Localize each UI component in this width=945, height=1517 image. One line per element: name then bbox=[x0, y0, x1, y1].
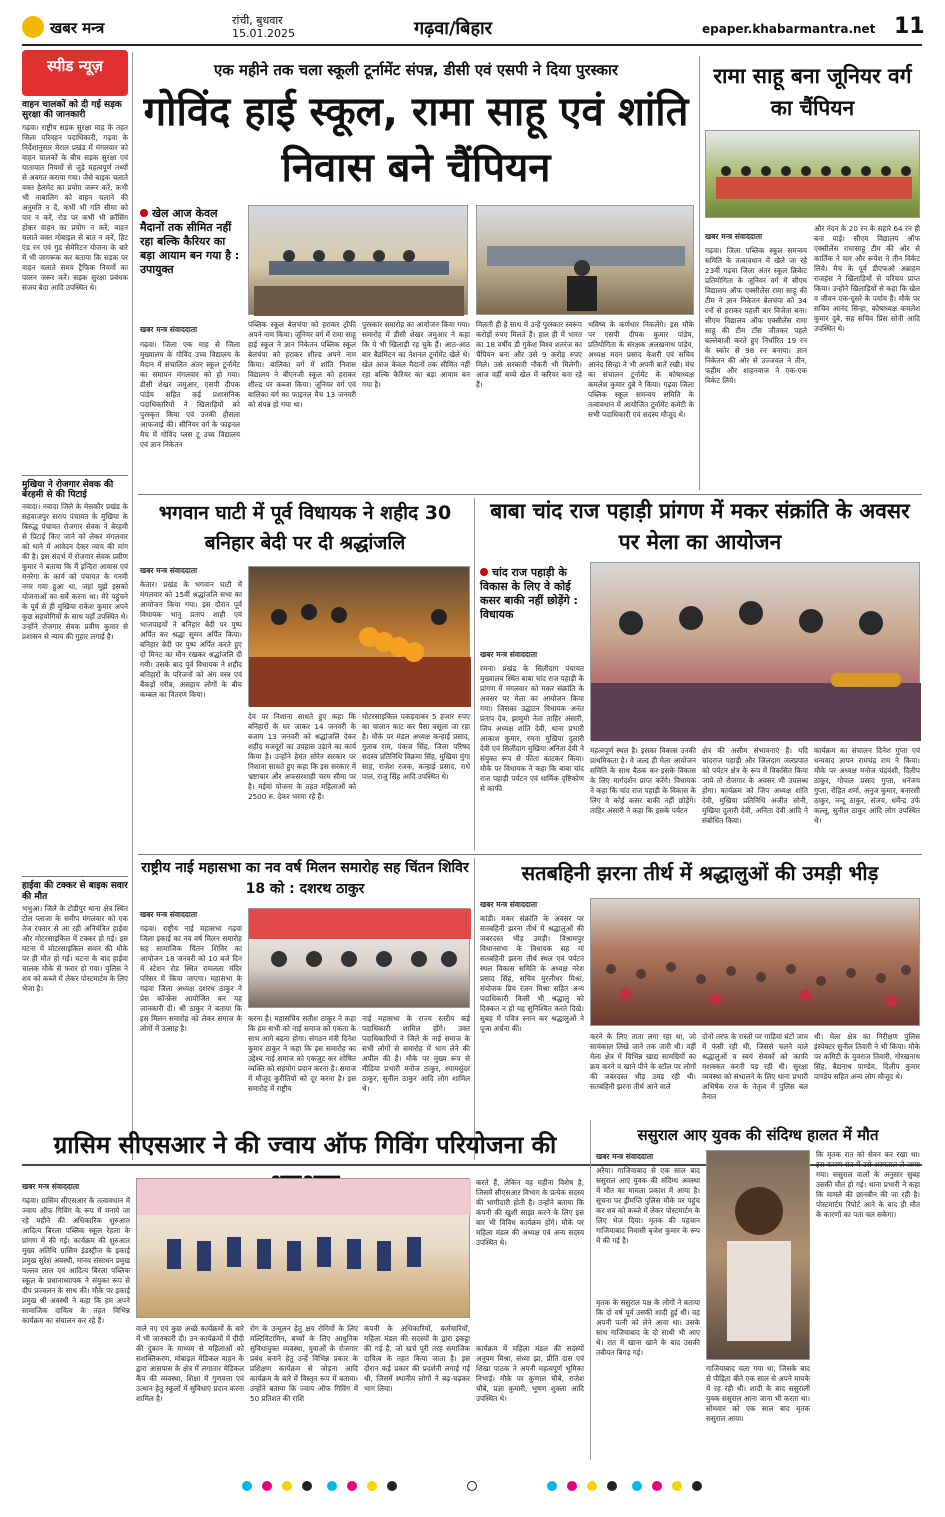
photo-players bbox=[476, 205, 694, 315]
photo-press-meet bbox=[248, 908, 470, 1008]
bhagwan-body: केतार। प्रखंड के भगवान घाटी में मंगलवार को 15वीं श्रद्धांजलि सभा का आयोजन किया गया। इस दौरान पूर्व विधायक भानु प्रताप शाही एवं भाजपाइयों ने बनिहार बेदी पर पुष्प अर्पित कर श्रद्धा सुमन अर्पित किया। बनिहार बेदी पर पुष्प अर्पित करते हुए दो मिनट का मौन रखकर श्रद्धांजलि दी गयी। उसके बाद पूर्व विधायक ने शहीद बनिहारों के परिजनों को अंग वस्त्र एवं बैंकड़ों गरीब, असहाय लोगों के बीच कम्बल का वितरण किया। bbox=[140, 580, 242, 699]
lead-body: पुरस्कार समारोह का आयोजन किया गया। समारोह में डीसी शेखर जमुआर ने कहा कि ये भी खिलाड़ी रह चुके हैं। आठ-आठ बार बैडमिंटन का नेशनल टूर्नामेंट खेले थे। खेल आज केवल मैदानों तक सीमित नहीं रहा बल्कि कैरियर का बड़ा आयाम बन गया है। bbox=[362, 320, 470, 389]
rama-body: और नंदन के 20 रन के सहारे 64 रन ही बना पाई। सीएम विद्यालय ऑफ एक्सीलेंस रामासाहू टीम की ओर से कार्तिक ने चार और रूपेश ने तीन विकेट लिये। मैच के पूर्व डीएफओ अब्राहम राजहंस ने खिलाड़ियों से परिचय प्राप्त किया। उन्होंने खिलाड़ियों से कहा कि खेल व जीवन एक-दूसरे के पर्याय हैं। मौके पर सचिव आनंद सिन्हा, कोषाध्यक्ष कमलेश कुमार दुबे, सह सचिव प्रिंस सोनी आदि उपस्थित थे। bbox=[814, 224, 921, 333]
photo-deceased bbox=[706, 1150, 810, 1360]
satbahini-headline: सतबहिनी झरना तीर्थ में श्रद्धालुओं की उमड़ी भीड़ bbox=[521, 861, 879, 885]
bhagwan-body: देव पर निशाना साधते हुए कहा कि बनिहारों के घर जाकर 14 जनवरी के बजाय 13 जनवरी को श्रद्धांजलि देकर शहीद मजदूरों का उपहास उड़ाने का कार्य किया है। उन्होंने हेमंत सोरेन सरकार पर निशाना साधते हुए कहा कि इस सरकार में भ्रष्टाचार और अफसरशाही चरम सीमा पर है। मईयां योजना के तहत महिलाओं को 2500 रु. देकर भरमा रहे हैं। bbox=[248, 712, 356, 801]
print-registration-marks bbox=[22, 1476, 922, 1496]
bhagwan-byline: खबर मन्त्र संवाददाता bbox=[140, 566, 198, 575]
rama-headline: रामा साहू बना जूनियर वर्ग का चैंपियन bbox=[713, 64, 912, 120]
sasural-body: अरैया। गाजियाबाद से एक साल बाद ससुराल आए युवक की संदिग्ध अवस्था में मौत का मामला प्रकाश में आया है। सूचना पर ड्रीमप्ति पुलिस मौके पर पहुंच कर शव को कब्जे में लेकर पोस्टमार्टम के लिए भेज दिया। मृतक की पहचान गाजियाबाद निवासी बृजेश कुमार के रूप में की गई है। bbox=[596, 1166, 700, 1245]
nai-body: नाई महासभा के राज्य स्तरीय कई पदाधिकारी शामिल होंगे। उक्त पदाधिकारियों ने जिले के नाई समाज के सभी लोगों से समारोह में भाग लेने की अपील की है। मौके पर मुख्य रूप से मीडिया प्रभारी मनोज ठाकुर, श्यामसुंदर ठाकुर, सुनील ठाकुर आदि लोग शामिल थे। bbox=[362, 1014, 470, 1093]
sasural-headline: ससुराल आए युवक की संदिग्ध हालत में मौत bbox=[637, 1126, 879, 1144]
photo-tribute bbox=[248, 566, 470, 706]
masthead bbox=[22, 10, 925, 46]
satbahini-body: कांडी। मकर संक्रांति के अवसर पर सतबहिनी झरना तीर्थ में श्रद्धालुओं की जबरदस्त भीड़ उमड़ी। विश्रामपुर विधानसभा के विधायक सह मां सतबहिनी झरना तीर्थ स्थल एवं पर्यटन स्थल विकास समिति के अध्यक्ष नरेश प्रसाद सिंह, सचिव मुरलीधर मिश्रा, संयोजक प्रिय रंजन मिश्रा सहित अन्य पदाधिकारी किसी भी श्रद्धालु को दिक्कत न हो यह सुनिश्चित करते दिखे। सुबह में पवित्र स्नान कर श्रद्धालुओं ने पूजा अर्चना की। bbox=[480, 914, 584, 1033]
lead-headline: गोविंद हाई स्कूल, रामा साहू एवं शांति निवास बने चैंपियन bbox=[143, 89, 689, 191]
lead-byline: खबर मन्त्र संवाददाता bbox=[140, 325, 198, 334]
grasim-body: कंपनी के अधिकारियों, कर्मचारियों, महिला मंडल की सदस्यों के द्वारा इकट्ठा की गई है, जो खर्च पूरी तरह समाजिक दायित्व के तहत किया जाता है। इस दौरान कई प्रकार की प्रदर्शनी लगाई गई थी, जिसमें स्थानीय लोगों ने बढ़-चढ़कर भाग लिया। bbox=[364, 1324, 470, 1393]
bullet-icon bbox=[140, 209, 148, 217]
baba-byline: खबर मन्त्र संवाददाता bbox=[480, 650, 538, 659]
satbahini-body: थी। मेला क्षेत्र का निरीक्षण पुलिस इंस्पेक्टर सुनील तिवारी ने भी किया। मौके पर कमिटी के युवराज तिवारी, गोरखनाथ सिंह, बैद्यनाथ पाण्डेय, दिलीप कुमार पाण्डेय सहित अन्य लोग मौजूद थे। bbox=[814, 1032, 920, 1081]
city-day: रांची, बुधवार bbox=[232, 14, 283, 27]
logo-icon bbox=[22, 16, 44, 38]
grasim-body: वाले नए एवं कुछ अच्छे कार्यक्रमों के बारे में भी जानकारी दी। उन कार्यक्रमों में दीदी की दुकान के माध्यम से महिलाओं को सशक्तिकरण, मोबाइल मेडिकल वाहन के द्वारा आसपास के क्षेत्र में लगातार मेडिकल कैंप की व्यवस्था, शिक्षा में गुणवत्ता एवं उत्थान हेतु स्कूलों में सुविधाएं प्रदान करना शामिल है। bbox=[136, 1324, 244, 1403]
lead-body: भविष्य के कर्णधार निकलेंगे। इस मौके पर एसपी दीपक कुमार पांडेय, प्रतियोगिता के संरक्षक अलखनाथ पांडेय, अध्यक्ष मदन प्रसाद केशरी एवं सचिव आनंद सिन्हा ने भी अपनी बातें रखी। मंच का संचालन टूर्नामेंट के कोषाध्यक्ष कमलेश कुमार दुबे ने किया। गढ़वा जिला पब्लिक स्कूल समन्वय समिति के तत्वावधान में आयोजित टूर्नामेंट कमेटी के सभी पदाधिकारी एवं सदस्य मौजूद थे। bbox=[588, 320, 694, 419]
lead-body: गढ़वा। जिला एक माह से जिला मुख्यालय के गोविंद उच्च विद्यालय के मैदान में संचालित अंतर स्कूल टूर्नामेंट का समापन मंगलवार को हो गया। डीसी शेखर जमुआर, एसपी दीपक पांडेय सहित कई प्रशासनिक पदाधिकारियों ने खिलाड़ियों को पुरस्कृत किया एवं उनकी हौसला आफजाई की। सीनियर वर्ग के फाइनल मैच में गोविंद प्लस टू उच्च विद्यालय एवं ज्ञान निकेतन bbox=[140, 340, 240, 449]
baba-pullquote: चांद राज पहाड़ी के विकास के लिए वे कोई कसर बाकी नहीं छोड़ेंगे : विधायक bbox=[480, 566, 578, 621]
baba-body: क्षेत्र की असीम संभावनाएं हैं। यदि चांदराज पहाड़ी और जिलदाग जलप्रपात को पर्यटन क्षेत्र के रूप में विकसित किया जाये तो रोजगार के अवसर भी उपलब्ध होगा। कार्यक्रम को जिप अध्यक्ष शांति देवी, मुखिया प्रतिनिधि अजीत सोनी, मुखिया दुलारी देवी, अनिता देवी आदि ने संबोधित किया। bbox=[702, 746, 808, 825]
lead-pullquote: खेल आज केवल मैदानों तक सीमित नहीं रहा बल्कि कैरियर का बड़ा आयाम बन गया है : उपायुक्त bbox=[140, 207, 240, 276]
grasim-body: गढ़वा। ग्रासिम सीएसआर के तत्वावधान में ज्वाय ऑफ गिविंग के रूप में मनाये जा रहे महीने की अधिकारिक शुरुआत आदित्य बिरला पब्लिक स्कूल रेहला के प्रांगण में की गई। कार्यक्रम की शुरुआत मुख्य अतिथि ग्रासिम इंडस्ट्रीज के इकाई प्रमुख सुरेश अवस्थी, मानव संसाधन प्रमुख पल्लव लाल एवं आदित्य बिरला पब्लिक स्कूल के प्रधानाध्यापक ने संयुक्त रूप से दीप प्रज्वलन के साथ की। मौके पर इकाई प्रमुख श्री अवस्थी ने कहा कि हम अपने सामाजिक दायित्व के तहत विभिन्न कार्यक्रम का संचालन कर रहे हैं। bbox=[22, 1196, 130, 1325]
speed-item-heading: वाहन चालकों को दी गई सड़क सुरक्षा की जानकारी bbox=[22, 100, 122, 121]
nai-headline: राष्ट्रीय नाई महासभा का नव वर्ष मिलन समारोह सह चिंतन शिविर 18 को : दशरथ ठाकुर bbox=[141, 860, 469, 897]
grasim-body: रोग के उन्मूलन हेतु क्षय रोगियों के लिए मल्टिविटामिन, बच्चों के लिए आधुनिक सुविधायुक्त व्यवस्था, युवाओं के रोजगार प्रबंध बनाने हेतु उन्हें विभिन्न प्रकार के प्रशिक्षण कार्यक्रम से जोड़ना आदि कार्यक्रम के बारे में विस्तृत रूप में बताया। उन्होंने बताया कि ज्वाय ऑफ गिविंग में 50 प्रतिशत की राशि bbox=[250, 1324, 358, 1403]
logo: खबर मन्त्र bbox=[50, 19, 105, 37]
grasim-headline: ग्रासिम सीएसआर ने की ज्वाय ऑफ गिविंग परियोजना की bbox=[53, 1131, 557, 1159]
speed-item-heading: मुखिया ने रोजगार सेवक की बेरहमी से की पिटाई bbox=[22, 479, 114, 501]
grasim-body: करते हैं, लेकिन वह महीना विशेष है, जिसमें सीएसआर विभाग के प्रत्येक सदस्य की भागीदारी होती है। उन्होंने बताया कि कंपनी की खुशी साझा करने के लिए इस बार भी विविध कार्यक्रम होंगे। मौके पर महिला मंडल की अध्यक्ष एवं अन्य सदस्य उपस्थित थे। bbox=[476, 1178, 584, 1247]
satbahini-body: करने के लिए ताता लगा रहा था, जो सायंकाल लिखे जाने तक जारी थी। वहीं मेला क्षेत्र में विभिन्न खाद्य सामग्रियों का क्रय करने व खाने पीने के स्टॉल पर लोगों की जबरदस्त भीड़ उमड़ रही थी। सतबहिनी झरना तीर्थ आने वाले bbox=[590, 1032, 696, 1091]
speed-item-body: नवादा। नवादा जिले के मेसकौर प्रखंड के सहवाजपुर सराय पंचायत के मुखिया के बिरुद्ध पंचायत रोजगार सेवक ने बेरहमी से पिटाई किए जाने को लेकर मंगलवार को थाने में आवेदन देकर न्याय की मांग की है। इस संदर्भ में रोजगार सेवक प्रवीण कुमार ने बताया कि मैं इन्दिरा आवास एवं मनरेगा के कार्य को पंचायत के गनमी नगर गया हुआ था, जहां मुझे इसको योजनाओं का सर्वे करना था। मेरे पहुंचने के पूर्व से ही मुखिया राकेश कुमार अपने कुछ सहयोगियों के साथ वहाँ उपस्थित थे। उन्होंने रोजगार सेवक प्रवीण कुमार से प्रशासन से न्याय की गुहार लगाई है। bbox=[22, 502, 128, 642]
bhagwan-headline: भगवान घाटी में पूर्व विधायक ने शहीद 30 बनिहार बेदी पर दी श्रद्धांजलि bbox=[158, 502, 452, 554]
photo-team bbox=[705, 130, 920, 218]
rama-byline: खबर मन्त्र संवाददाता bbox=[705, 232, 763, 241]
sasural-body: मृतक के ससुराल पक्ष के लोगों ने बताया कि दो वर्ष पूर्व उसकी शादी हुई थी। वह अपनी पत्नी को लेने आया था। उसके साथ गाजियाबाद के दो साथी भी आए थे। रात में खाना खाने के बाद उसकी तबीयत बिगड़ गई। bbox=[596, 1298, 700, 1357]
nai-byline: खबर मन्त्र संवाददाता bbox=[140, 910, 198, 919]
photo-ceremony bbox=[248, 205, 468, 315]
sasural-body: गाजियाबाद चला गया था, जिसके बाद से पीड़िता बीते एक साल से अपने मायके में रह रही थी। शादी के बाद ससुराली युवक ससुराल आना जाना भी करता था। सोमवार को एक साल बाद मृतक ससुराल आया। bbox=[706, 1364, 810, 1423]
dateline bbox=[232, 14, 295, 40]
photo-grasim-event bbox=[136, 1178, 470, 1318]
sasural-byline: खबर मन्त्र संवाददाता bbox=[596, 1152, 654, 1161]
issue-date: 15.01.2025 bbox=[232, 27, 295, 40]
baba-body: रमना। प्रखंड के सिलीदाग पंचायत मुख्यालय स्थित बाबा चांद राज पहाड़ी के प्रांगण में मंगलवार को मकर संक्रांति के अवसर पर मेला का आयोजन किया गया। जिसका उद्घाटन विधायक अनंत प्रताप देव, झामुमो नेता ताहिर अंसारी, जिप अध्यक्ष शांति देवी, थाना प्रभारी आकाश कुमार, रमना मुखिया दुलारी देवी एवं सिलीदाग मुखिया अनिता देवी ने संयुक्त रूप से फीता काटकर किया। मौके पर विधायक ने कहा कि बाबा चांद राज पहाड़ी पर्यटन एवं धार्मिक दृष्टिकोण से काफी bbox=[480, 664, 584, 793]
section-title: गढ़वा/बिहार bbox=[414, 18, 493, 39]
bhagwan-body: मोटरसाइकिल पकड़वाकर 5 हजार रुपए का चालान काट कर पैसा वसूला जा रहा है। मौके पर मंडल अध्यक्ष कन्हाई प्रसाद, गुलाब राम, पंकज सिंह, जिला परिषद सदस्य प्रतिनिधि विक्रमा सिंह, मुखिया मुंगा साह, राजेश रजक, कन्हाई प्रसाद, राधे पाल, राजु सिंह आदि उपस्थित थे। bbox=[362, 712, 470, 781]
photo-crowd bbox=[590, 898, 920, 1026]
speed-item-body: गढ़वा। राष्ट्रीय सड़क सुरक्षा माह के तहत जिला परिवहन पदाधिकारी, गढ़वा के निर्देशानुसार मेराल प्रखंड में मंगलवार को वाहन चालकों के बीच सड़क सुरक्षा एवं यातायात नियमों से जुड़े महत्वपूर्ण तथ्यों से अवगत कराया गया। जैसे बाइक चलाते वक्त हेलमेट का प्रयोग जरूर करें, कभी भी नाबालिग को वाहन चलाने की अनुमति न दें, कभी भी गति सीमा को पार न करें, रोड पर कभी भी क्रॉसिंग होकर वाहन का प्रयोग न करें, वाहन चलाते वक्त मोबाइल से बात न करें, हिट एंड रन एवं गुड सेमेरिटन योजना के बारे में भी जागरूक कर बताया कि सड़क पर वाहन चलाते समय ट्रैफिक नियमों का पालन जरूर करें। सड़क सुरक्षा प्रबंधक संजय बेदा आदि उपस्थित थे। bbox=[22, 122, 128, 292]
baba-headline: बाबा चांद राज पहाड़ी प्रांगण में मकर संक्रांति के अवसर पर मेला का आयोजन bbox=[490, 499, 910, 554]
rama-body: गढ़वा। जिला पब्लिक स्कूल समन्वय समिति के तत्वावधान में खेले जा रहे 23वीं गढ़वा जिला अंतर स्कूल क्रिकेट प्रतियोगिता के जूनियर वर्ग में सीएम विद्यालय ऑफ एक्सीलेंस रामा साहू की टीम ने ज्ञान निकेतन बेलचंपा को 34 रनों से हराकर पहली बार विजेता बना। सीएम विद्यालय ऑफ एक्सीलेंस रामा साहू की टीम टॉस जीतकर पहले बल्लेबाजी करते हुए निर्धारित 19 रन के स्कोर से 98 रन बनाया। ज्ञान निकेतन की ओर से उज्जवल ने तीन, फहीम और शाहनवाज ने एक-एक विकेट लिये। bbox=[705, 246, 807, 385]
baba-body: महत्वपूर्ण स्थल है। इसका विकास उनकी प्राथमिकता है। वे जल्द ही मेला आयोजन समिति के साथ बैठक कर इसके विकास के लिए मार्गदर्शन प्राप्त करेंगे। विधायक ने कहा कि चांद राज पहाड़ी के विकास के लिए वे कोई कसर बाकी नहीं छोड़ेंगे। ताहिर अंसारी ने कहा कि इसके पर्यटन bbox=[590, 746, 696, 815]
lead-body: पब्लिक स्कूल बेलचंपा को हराकर ट्रॉफी अपने नाम किया। जूनियर वर्ग में रामा साहू हाई स्कूल ने ज्ञान निकेतन पब्लिक स्कूल बेलचंपा को हराकर शील्ड अपने नाम किया। बालिका वर्ग में शांति निवास विद्यालय ने बीएनजी स्कूल को हराकर शील्ड पर कब्जा किया। जूनियर वर्ग एवं बालिका वर्ग का फाइनल मैच 13 जनवरी को संपन्न हो गया था। bbox=[248, 320, 356, 409]
speed-news-title: स्पीड न्यूज़ bbox=[22, 50, 128, 96]
site-url[interactable]: epaper.khabarmantra.net bbox=[702, 22, 876, 36]
satbahini-byline: खबर मन्त्र संवाददाता bbox=[480, 900, 538, 909]
lead-body: मिलती ही है साथ में उन्हें पुरस्कार स्वरूप करोड़ों रुपए मिलते हैं। हाल ही में भारत का 18 वर्षीय डी गुकेश विश्व शतरंज का चैंपियन बना और उसे 9 करोड़ रुपए मिले। उसे सरकारी नौकरी भी मिलेगी। आज वहीं बच्चे खेल में करियर बना रहे हैं। bbox=[476, 320, 582, 389]
photo-fair-inauguration bbox=[590, 562, 920, 740]
grasim-body: कार्यक्रम में महिला मंडल की सदस्यों अनुपम मिश्रा, संध्या झा, प्रीति दास एवं शिखा पाठक ने अपनी महत्वपूर्ण भूमिका निभाई। मौके पर कुणाल चौबे, राजेश चौबे, प्रज्ञा कुमारी, भूषण शुक्ला आदि उपस्थित थे। bbox=[476, 1344, 584, 1403]
lead-kicker: एक महीने तक चला स्कूली टूर्नामेंट संपन्न, डीसी एवं एसपी ने दिया पुरस्कार bbox=[213, 61, 619, 79]
nai-body: गढ़वा। राष्ट्रीय नाई महासभा गढ़वा जिला इकाई का नव वर्ष मिलन समारोह सह सामाजिक चिंतन शिविर का आयोजन 18 जनवरी को 10 बजे दिन में स्टेशन रोड स्थित रामलला मंदिर परिसर में किया जाएगा। महासभा के गढ़वा जिला अध्यक्ष दशरथ ठाकुर ने प्रेस कॉन्फ्रेंस आयोजित कर यह जानकारी दी। श्री ठाकुर ने बताया कि इस मिलन समारोह को लेकर समाज के लोगों में उत्साह है। bbox=[140, 924, 242, 1033]
bullet-icon bbox=[480, 568, 488, 576]
speed-item-body: भभुआ। जिले के टोडीपुर थाना क्षेत्र स्थित टोल प्लाजा के समीप मंगलवार को एक तेज रफ्तार से आ रही अनियंत्रित हाईवा और मोटरसाइकिल में टक्कर हो गई। इस घटना में मोटरसाइकिल सवार की मौके पर ही मौत हो गई। घटना के बाद हाईवा चालक मौके से फरार हो गया। पुलिस ने शव को कब्जे में लेकर पोस्टमार्टम के लिए भेजा है। bbox=[22, 904, 128, 994]
sasural-body: कि मृतक रात को सेवन कर रखा था। इस कारण रात में उसे अस्पताल ले जाया गया। ससुराल वालों के अनुसार सुबह उसकी मौत हो गई। थाना प्रभारी ने कहा कि मामले की छानबीन की जा रही है। पोस्टमार्टम रिपोर्ट आने के बाद ही मौत के कारणों का पता चल सकेगा। bbox=[816, 1150, 920, 1219]
grasim-byline: खबर मन्त्र संवाददाता bbox=[22, 1182, 80, 1191]
baba-body: कार्यक्रम का संचालन दिनेश गुप्ता एवं धन्यवाद ज्ञापन रामचंद्र राम ने किया। मौके पर अध्यक्ष मनोज चंद्रवंशी, दिलीप ठाकुर, गोपाल प्रसाद गुप्ता, धनंजय गुप्ता, रोहित शर्मा, अनुज कुमार, बनारसी ठाकुर, नन्दू ठाकुर, संजय, धर्मेन्द्र उर्फ कल्लू, सुनील ठाकुर आदि लोग उपस्थित थे। bbox=[814, 746, 920, 825]
satbahini-body: दोनों तरफ के रास्तों पर गाड़ियां घंटों जाम में फंसी रही थी, जिससे चलने वाले श्रद्धालुओं व स्वयं सेवकों को काफी मशक्कत करनी पड़ रही थी। सुरक्षा व्यवस्था को संभालने के लिए थाना प्रभारी अभिषेक राज के नेतृत्व में पुलिस बल तैनात bbox=[702, 1032, 808, 1101]
nai-body: करना है। महासचिव सतीश ठाकुर ने कहा कि हम सभी को नाई समाज को एकता के साथ आगे बढ़ना होगा। संगठन मंत्री दिनेश कुमार ठाकुर ने कहा कि इस समारोह का उद्देश्य नाई समाज को एकजुट कर शोषित व्यक्ति को सहयोग प्रदान करना है। समाज में मौजूद कुरीतियों को दूर करना है। इस समारोह में राष्ट्रीय bbox=[248, 1014, 356, 1093]
speed-news-column bbox=[22, 50, 128, 1160]
page-number: 11 bbox=[894, 14, 925, 39]
speed-item-heading: हाईवा की टक्कर से बाइक सवार की मौत bbox=[22, 881, 128, 902]
